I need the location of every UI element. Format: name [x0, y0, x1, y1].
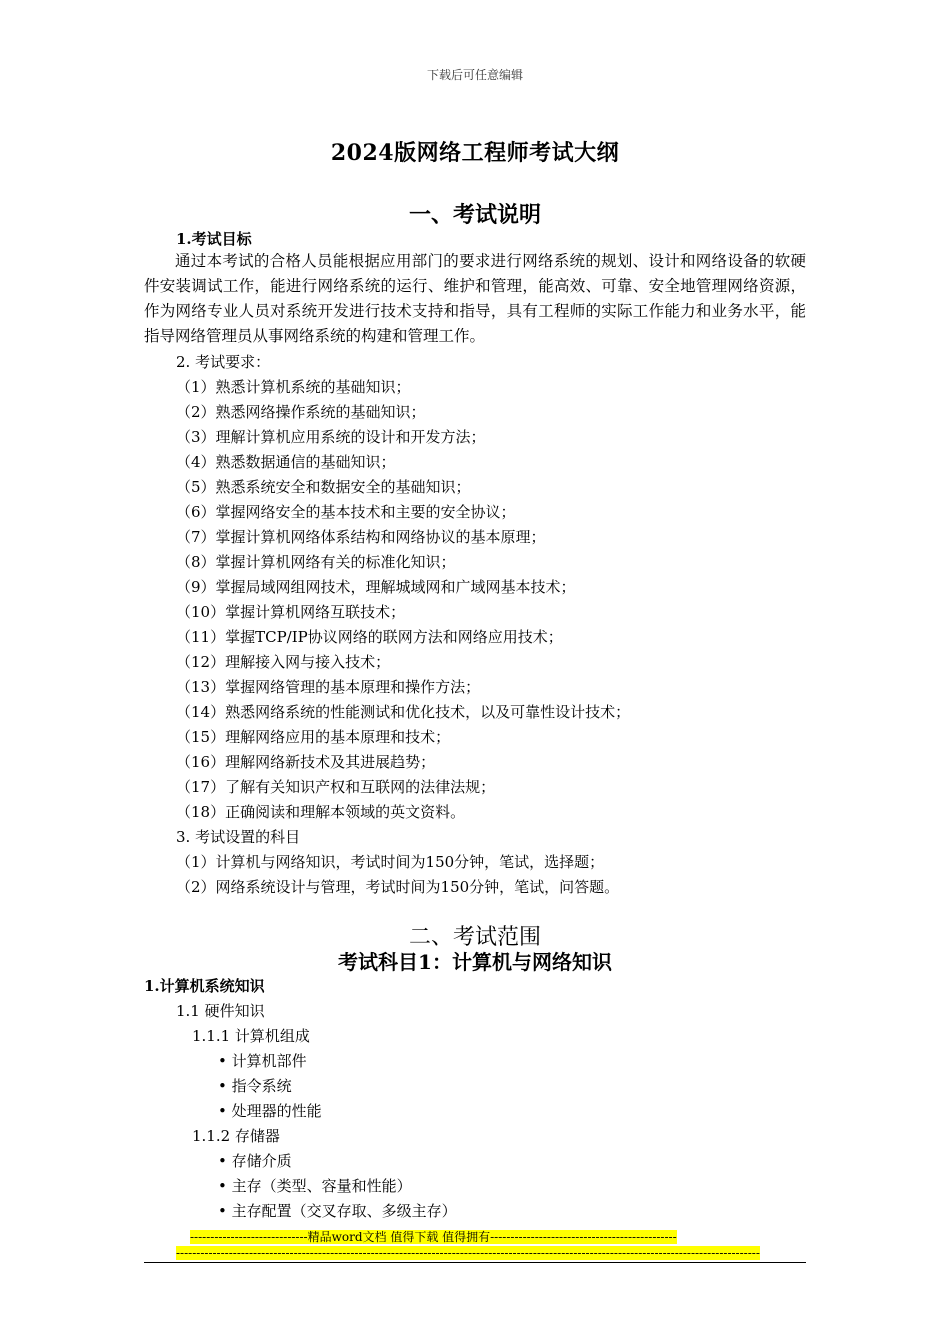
list-item: • 存储介质	[218, 1152, 292, 1170]
outline-level3: 1.1.2 存储器	[192, 1127, 280, 1145]
list-item: • 指令系统	[218, 1077, 292, 1095]
section-heading-exam-description: 一、考试说明	[408, 202, 541, 228]
list-item: （1）计算机与网络知识，考试时间为150分钟，笔试，选择题；	[176, 853, 605, 871]
footer-divider	[144, 1262, 806, 1263]
list-item: （13）掌握网络管理的基本原理和操作方法；	[176, 678, 481, 696]
list-item: （6）掌握网络安全的基本技术和主要的安全协议；	[176, 503, 516, 521]
list-item: （2）熟悉网络操作系统的基础知识；	[176, 403, 426, 421]
outline-level3: 1.1.1 计算机组成	[192, 1027, 310, 1045]
list-item: （14）熟悉网络系统的性能测试和优化技术，以及可靠性设计技术；	[176, 703, 631, 721]
list-item: • 主存配置（交叉存取、多级主存）	[218, 1202, 457, 1220]
list-item: （8）掌握计算机网络有关的标准化知识；	[176, 553, 456, 571]
footer-line-1: -----------------------------精品word文档 值得下载 值得拥有----------------------------------------------	[190, 1230, 677, 1244]
list-item: • 处理器的性能	[218, 1102, 322, 1120]
section-heading-exam-scope: 二、考试范围	[408, 925, 541, 950]
header-note: 下载后可任意编辑	[426, 68, 523, 82]
list-item: （2）网络系统设计与管理，考试时间为150分钟，笔试，问答题。	[176, 878, 620, 896]
footer-line-2: ------------------------------------------------------------------------------------------------------------------------------------------------	[176, 1246, 760, 1260]
list-item: （15）理解网络应用的基本原理和技术；	[176, 728, 451, 746]
exam-goal-paragraph: 通过本考试的合格人员能根据应用部门的要求进行网络系统的规划、设计和网络设备的软硬件安装调试工作，能进行网络系统的运行、维护和管理，能高效、可靠、安全地管理网络资源，作为网络专业人员对系统开发进行技术支持和指导，具有工程师的实际工作能力和业务水平，能指导网络管理员从事网络系统的构建和管理工作。	[144, 252, 806, 345]
exam-goal-label: 1.考试目标	[176, 230, 252, 248]
list-item: （12）理解接入网与接入技术；	[176, 653, 391, 671]
list-item: • 计算机部件	[218, 1052, 307, 1070]
list-item: （18）正确阅读和理解本领域的英文资料。	[176, 803, 466, 821]
list-item: （17）了解有关知识产权和互联网的法律法规；	[176, 778, 496, 796]
list-item: （5）熟悉系统安全和数据安全的基础知识；	[176, 478, 471, 496]
outline-level2: 1.1 硬件知识	[176, 1002, 265, 1020]
subjects-label: 3. 考试设置的科目	[176, 828, 301, 846]
list-item: （9）掌握局域网组网技术，理解城域网和广域网基本技术；	[176, 578, 576, 596]
topic-label: 1.计算机系统知识	[144, 977, 265, 995]
list-item: （11）掌握TCP/IP协议网络的联网方法和网络应用技术；	[176, 628, 563, 646]
list-item: （4）熟悉数据通信的基础知识；	[176, 453, 396, 471]
subject-heading: 考试科目1：计算机与网络知识	[338, 950, 612, 974]
list-item: • 主存（类型、容量和性能）	[218, 1177, 412, 1195]
list-item: （10）掌握计算机网络互联技术；	[176, 603, 406, 621]
list-item: （16）理解网络新技术及其进展趋势；	[176, 753, 436, 771]
document-title: 2024版网络工程师考试大纲	[330, 140, 620, 166]
list-item: （3）理解计算机应用系统的设计和开发方法；	[176, 428, 486, 446]
list-item: （1）熟悉计算机系统的基础知识；	[176, 378, 411, 396]
requirements-label: 2. 考试要求：	[176, 353, 271, 371]
list-item: （7）掌握计算机网络体系结构和网络协议的基本原理；	[176, 528, 546, 546]
footer-banner	[176, 1229, 774, 1261]
